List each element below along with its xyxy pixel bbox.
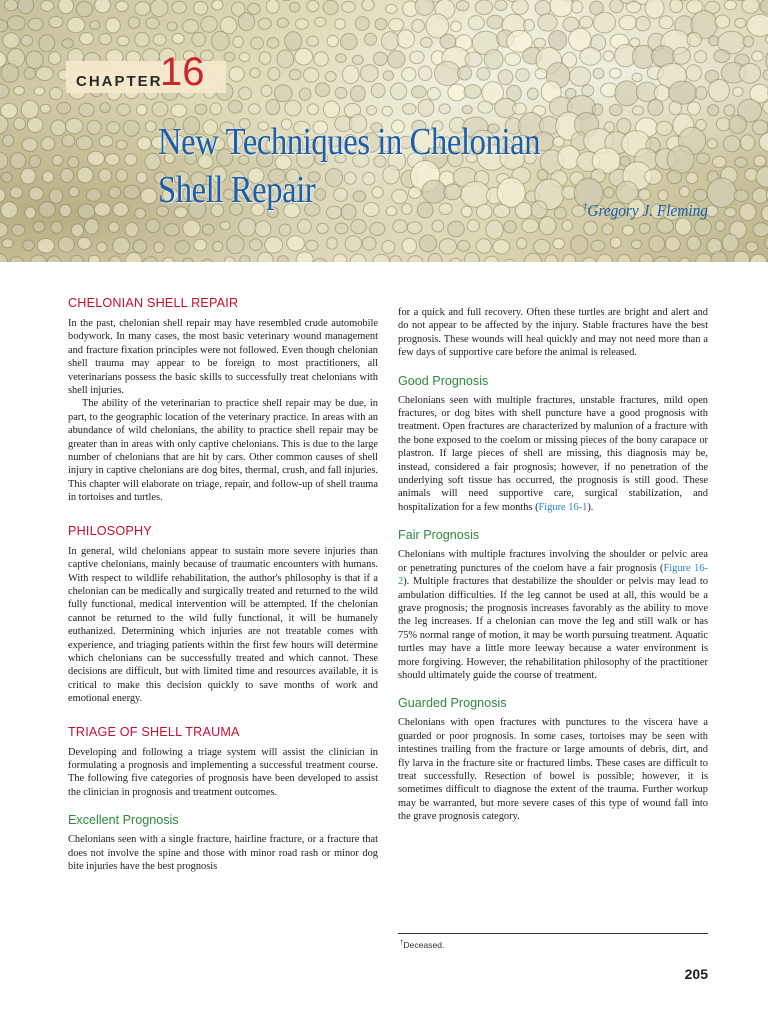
section-heading-philosophy: PHILOSOPHY bbox=[68, 523, 152, 538]
footnote-divider bbox=[398, 933, 708, 934]
author-name: Gregory J. Fleming bbox=[587, 201, 708, 220]
paragraph-shell-repair-1: In the past, chelonian shell repair may have resembled crude automobile bodywork. In many cases, the most basic veterinary wound management and fracture fixation principles were not followed. Even though chelonian shell trauma may appear to be foreign to most practitioners, all veterinarians possess the basic skills to successfully treat chelonians with shell injuries. bbox=[68, 318, 378, 397]
subheading-guarded-prognosis: Guarded Prognosis bbox=[398, 696, 507, 711]
footnote bbox=[400, 940, 444, 950]
right-column bbox=[398, 306, 708, 824]
paragraph-triage: Developing and following a triage system will assist the clinician in formulating a prognosis and implementing a successful treatment course. The following five categories of prognosis have been developed to assist the clinician in prognosis and treatment outcomes. bbox=[68, 746, 378, 798]
subheading-excellent-prognosis: Excellent Prognosis bbox=[68, 813, 179, 828]
chapter-title bbox=[158, 118, 640, 214]
left-column bbox=[68, 296, 378, 873]
header-banner bbox=[0, 0, 768, 262]
author-dagger-mark: † bbox=[582, 201, 588, 213]
chapter-number: 16 bbox=[160, 50, 205, 94]
footnote-dagger-mark: † bbox=[400, 940, 404, 947]
paragraph-fair-prognosis: Chelonians with multiple fractures involving the shoulder or pelvic area or penetrating punctures of the coelom have a fair prognosis (Figure 16-2). Multiple fractures that destabilize the shoulder or pelvis may lead to ambulation difficulties. If the leg cannot be used at all, this would be a grave prognosis; the prognosis increases favorably as the ability to move the leg increases. If a chelonian can move the leg and still walk or has 75% normal range of motion, it may be worth pursuing treatment. Aquatic turtles may have a little more leeway because a water environment is more forgiving. However, the rehabilitation philosophy of the practitioner should ultimately guide the course of treatment. bbox=[398, 549, 709, 681]
page-number: 205 bbox=[684, 966, 708, 982]
figure-link-16-2[interactable]: Figure 16-2 bbox=[398, 562, 709, 588]
paragraph-shell-repair-2: The ability of the veterinarian to practice shell repair may be due, in part, to the geographic location of the veterinary practice. In areas with an abundance of wild chelonians, the ability to practice shell repair may be greater than in areas with only captive chelonians. This is due to the large number of chelonians that are hit by cars. Other common causes of shell injury in captive chelonians are dog bites, thermal, crush, and fall injuries. This chapter will elaborate on triage, repair, and follow-up of shell trauma in tortoises and turtles. bbox=[68, 398, 378, 504]
author-byline bbox=[583, 201, 708, 221]
footnote-text: Deceased. bbox=[403, 940, 445, 950]
paragraph-guarded-prognosis: Chelonians with open fractures with punctures to the viscera have a guarded or poor prognosis. In some cases, tortoises may be seen with intestines trailing from the fracture or large amounts of debris, dirt, and fly larva in the fracture site or fractured limbs. These cases are difficult to treat successfully. Resection of bowel is possible; however, it is sometimes difficult to diagnose the extent of the trauma. Further workup may be warranted, but more severe cases of this type of wound fall into the grave prognosis category. bbox=[398, 717, 708, 823]
paragraph-philosophy: In general, wild chelonians appear to sustain more severe injuries than captive chelonians, mainly because of traumatic encounters with humans. With respect to wildlife rehabilitation, the author's philosophy is that if a chelonian can be medically and surgically treated and returned to the wild fully functional, medical intervention will be attempted. If the chelonian cannot be returned to the wild fully functional, it will be humanely euthanized. Determining which injuries are not treatable comes with experience, and triaging patients within the first few hours will determine which chelonians can be successfully treated and which cannot. These decisions are difficult, but with limited time and resources available, it is critical to make this decision quickly to save months of work and emotional energy. bbox=[68, 545, 378, 705]
chapter-title-line-2: Shell Repair bbox=[158, 169, 316, 211]
chapter-title-line-1: New Techniques in Chelonian bbox=[158, 121, 541, 163]
figure-link-16-1[interactable]: Figure 16-1 bbox=[538, 501, 588, 513]
section-heading-triage: TRIAGE OF SHELL TRAUMA bbox=[68, 724, 240, 739]
paragraph-good-prognosis: Chelonians seen with multiple fractures, unstable fractures, mild open fractures, or dog bites with shell puncture have a good prognosis with treatment. Open fractures are characterized by malunion of a fracture with the bone exposed to the coelom or missing pieces of the bony carapace or plastron. If large pieces of shell are missing, this diagnosis may be, instead, considered a fair prognosis; however, if no penetration of the underlying soft tissue has occurred, the prognosis is still good. These animals will need supportive care, surgical stabilization, and hospitalization for a few months (Figure 16-1). bbox=[398, 394, 708, 513]
paragraph-excellent-prognosis: Chelonians seen with a single fracture, hairline fracture, or a fracture that does not involve the spine and those with minor road rash or minor dog bite injuries have the best prognosis bbox=[68, 834, 378, 872]
subheading-fair-prognosis: Fair Prognosis bbox=[398, 528, 480, 543]
chapter-label: CHAPTER bbox=[76, 73, 163, 90]
paragraph-excellent-prognosis-continued: for a quick and full recovery. Often these turtles are bright and alert and do not appear to be affected by the injury. Stable fractures have the best prognosis. These wounds will heal quickly and may not need more than a few days of supportive care before the animal is released. bbox=[398, 307, 708, 359]
subheading-good-prognosis: Good Prognosis bbox=[398, 373, 489, 388]
section-heading-shell-repair: CHELONIAN SHELL REPAIR bbox=[68, 296, 239, 310]
